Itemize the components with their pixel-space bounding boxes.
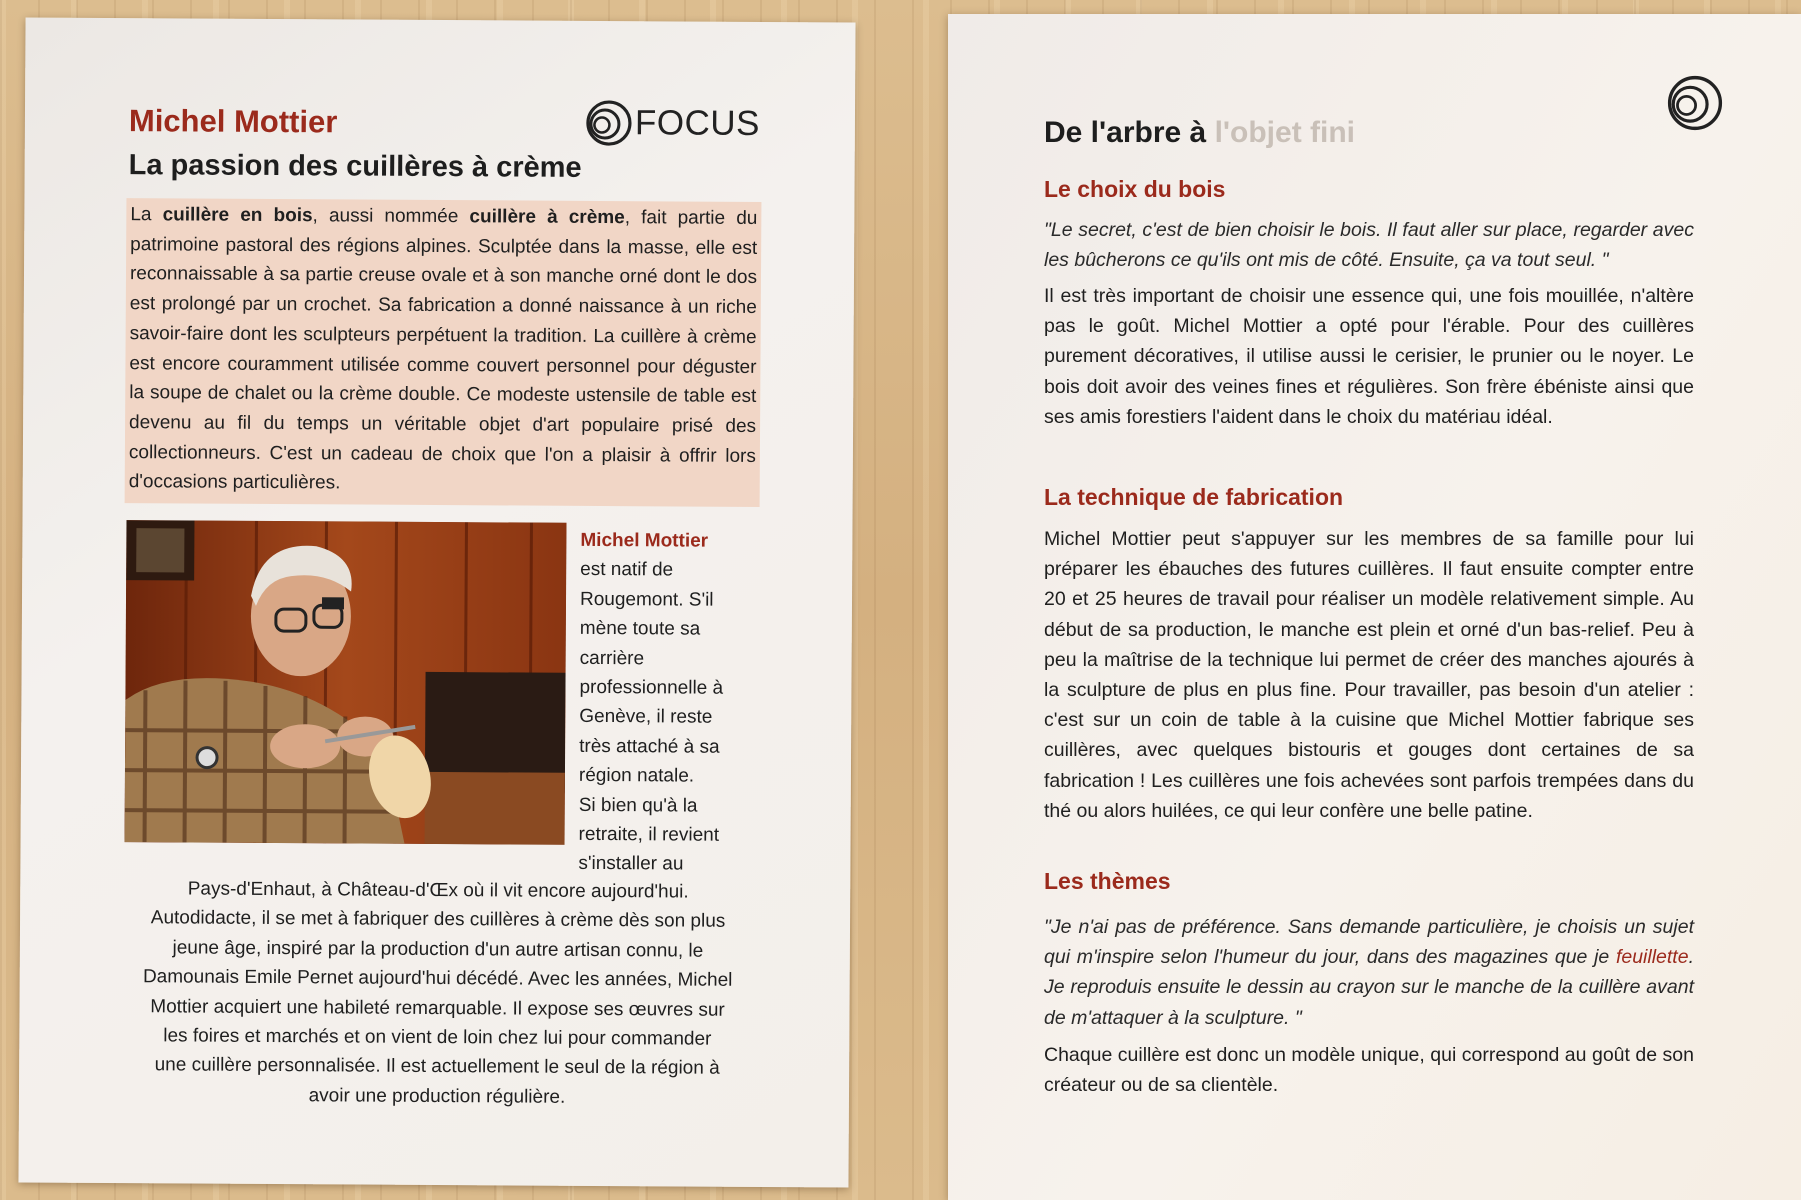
poster-title: Michel Mottier	[128, 103, 338, 140]
quote-highlight: feuillette	[1615, 946, 1689, 969]
bio-line: jeune âge, inspiré par la production d'un autre artisan connu, le	[172, 937, 704, 962]
left-poster	[18, 17, 855, 1187]
bio-line: une cuillère personnalisée. Il est actuellement le seul de la région à	[154, 1054, 720, 1080]
bio-line: avoir une production régulière.	[308, 1085, 566, 1108]
intro-text	[125, 198, 762, 507]
intro-part: La	[130, 204, 163, 226]
craftsman-photo-illustration	[125, 520, 567, 845]
spiral-icon	[585, 99, 633, 147]
intro-bold: cuillère en bois	[162, 204, 313, 227]
quote-part: "Je n'ai pas de préférence. Sans demande particulière, je choisis un sujet qui m'inspire selon l'humeur du jour, dans des magazines que je	[1044, 916, 1694, 969]
focus-logo	[585, 99, 760, 148]
bio-line: Genève, il reste	[579, 706, 713, 729]
spiral-icon	[1666, 74, 1724, 132]
title-faded: l'objet fini	[1214, 116, 1356, 149]
bio-line: est natif de	[580, 559, 674, 581]
intro-bold: cuillère à crème	[469, 206, 625, 229]
bio-line: très attaché à sa	[579, 735, 720, 758]
bio-line: Autodidacte, il se met à fabriquer des cuillères à crème dès son plus	[150, 907, 726, 933]
bio-line: Pays-d'Enhaut, à Château-d'Œx où il vit encore aujourd'hui.	[187, 878, 689, 903]
craftsman-photo	[125, 520, 567, 845]
bio-line: s'installer au	[578, 853, 684, 875]
bio-bottom-text	[117, 874, 758, 1113]
bio-line: Mottier acquiert une habileté remarquable. Il expose ses œuvres sur	[150, 995, 725, 1021]
bio-line: les foires et marchés et on vient de loin chez lui pour commander	[163, 1025, 712, 1050]
bio-side-column	[578, 526, 760, 880]
quote-themes	[1044, 912, 1694, 1033]
bio-line: Damounais Emile Pernet aujourd'hui décédé. Avec les années, Michel	[142, 966, 733, 992]
intro-part: , aussi nommée	[312, 205, 470, 228]
text-themes: Chaque cuillère est donc un modèle unique, qui correspond au goût de son créateur ou de sa clientèle.	[1044, 1044, 1694, 1097]
focus-logo-text: FOCUS	[634, 103, 761, 143]
bio-line: carrière	[579, 647, 645, 669]
bio-line: retraite, il revient	[578, 823, 720, 846]
heading-technique: La technique de fabrication	[1044, 484, 1344, 510]
heading-themes: Les thèmes	[1044, 868, 1171, 894]
bio-line: mène toute sa	[579, 618, 701, 640]
right-poster	[948, 14, 1801, 1200]
heading-choix-bois: Le choix du bois	[1044, 176, 1226, 202]
text-technique: Michel Mottier peut s'appuyer sur les membres de sa famille pour lui préparer les ébauches des futures cuillères. Il faut ensuite compter entre 20 et 25 heures de travail pour réaliser un modèle relativement simple. Au début de sa production, le manche est plein et orné d'un bas-relief. Peu à peu la maîtrise de la technique lui permet de créer des manches ajourés à la sculpture de plus en plus fine. Pour travailler, pas besoin d'un atelier : c'est sur un coin de table à la cuisine que Michel Mottier fabrique ses cuillères, avec quelques bistouris et gouges dont certaines de sa fabrication ! Les cuillères une fois achevées sont parfois trempées dans du thé ou alors huilées, ce qui leur confère une belle patine.	[1044, 528, 1694, 822]
poster-subtitle: La passion des cuillères à crème	[128, 149, 582, 184]
bio-line: Rougemont. S'il	[579, 588, 714, 611]
quote-choix-bois: "Le secret, c'est de bien choisir le bois. Il faut aller sur place, regarder avec les bûcherons ce qu'ils ont mis de côté. Ensuite, ça va tout seul. "	[1044, 219, 1694, 272]
bio-line: professionnelle à	[579, 676, 724, 699]
intro-part: , fait partie du patrimoine pastoral des régions alpines. Sculptée dans la masse, elle est reconnaissable à sa partie creuse ovale et à son manche orné dont le dos est prolongé par un crochet. Sa fabrication a donné naissance à un riche savoir-faire dont les sculpteurs perpétuent la tradition. La cuillère à crème est encore couramment utilisée comme couvert personnel pour déguster la soupe de chalet ou la crème double. Ce modeste ustensile de table est devenu au fil du temps un véritable objet d'art populaire prisé des collectionneurs. C'est un cadeau de choix que l'on a plaisir à offrir lors d'occasions particulières.	[128, 207, 758, 494]
bio-line: région natale.	[578, 765, 695, 787]
section-title	[1044, 116, 1355, 150]
text-choix-bois: Il est très important de choisir une essence qui, une fois mouillée, n'altère pas le goût. Michel Mottier a opté pour l'érable. Pour des cuillères purement décoratives, il utilise aussi le cerisier, le prunier ou le noyer. Le bois doit avoir des veines fines et régulières. Son frère ébéniste ainsi que ses amis forestiers l'aident dans le choix du matériau idéal.	[1044, 285, 1694, 428]
bio-name: Michel Mottier	[580, 529, 709, 552]
bio-line: Si bien qu'à la	[578, 794, 698, 817]
title-main: De l'arbre à	[1044, 116, 1215, 149]
quote-part: . Je reproduis ensuite le dessin au crayon sur le manche de la cuillère avant de m'attaquer à la sculpture. "	[1044, 946, 1694, 1029]
